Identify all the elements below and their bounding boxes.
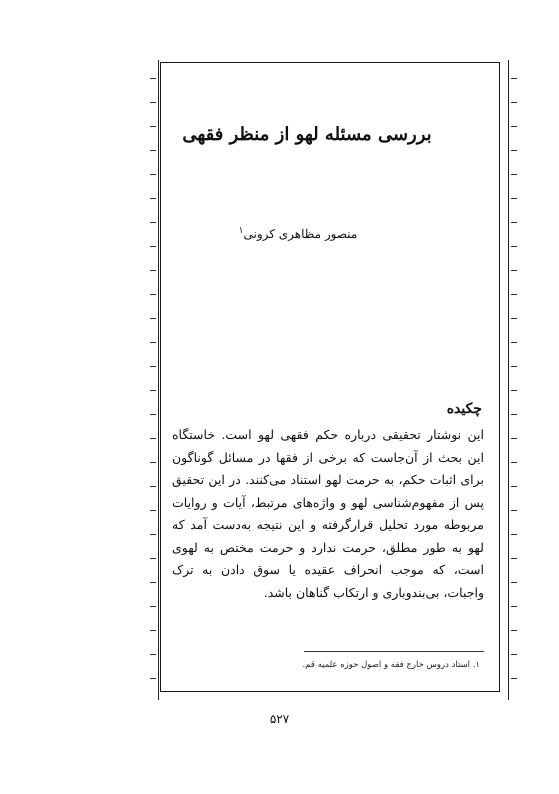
- margin-tick: [511, 126, 517, 127]
- margin-tick: [150, 654, 156, 655]
- margin-tick: [150, 102, 156, 103]
- margin-tick: [511, 174, 517, 175]
- margin-tick: [511, 246, 517, 247]
- margin-tick: [511, 606, 517, 607]
- margin-tick: [150, 366, 156, 367]
- margin-tick: [511, 78, 517, 79]
- margin-tick: [150, 438, 156, 439]
- margin-tick: [150, 606, 156, 607]
- author-line: [168, 226, 428, 241]
- margin-tick: [511, 198, 517, 199]
- margin-tick: [511, 654, 517, 655]
- margin-tick: [511, 414, 517, 415]
- margin-tick: [511, 390, 517, 391]
- margin-tick: [150, 510, 156, 511]
- margin-tick: [150, 582, 156, 583]
- margin-tick: [511, 150, 517, 151]
- margin-tick: [511, 342, 517, 343]
- margin-tick: [511, 102, 517, 103]
- margin-tick: [150, 486, 156, 487]
- margin-tick: [511, 438, 517, 439]
- margin-tick: [150, 390, 156, 391]
- margin-tick: [150, 126, 156, 127]
- abstract-body: این نوشتار تحقیقی درباره حکم فقهی لهو است. خاستگاه این بحث از آن‌جاست که برخی از فقها در مسائل گوناگون برای اثبات حکم، به حرمت لهو استناد می‌کنند. در این تحقیق پس از مفهوم‌شناسی لهو و واژه‌های مرتبط، آیات و روایات مربوطه مورد تحلیل قرارگرفته و این نتیجه به‌دست آمد که لهو به طور مطلق، حرمت ندارد و حرمت مختص به لهوی است، که موجب انحراف عقیده یا سوق دادن به ترک واجبات، بی‌بندوباری و ارتکاب گناهان باشد.: [172, 427, 484, 600]
- margin-tick: [150, 78, 156, 79]
- margin-tick: [511, 270, 517, 271]
- margin-tick: [511, 510, 517, 511]
- left-margin-rule: [146, 60, 159, 700]
- margin-tick: [511, 462, 517, 463]
- margin-tick: [511, 294, 517, 295]
- page-number: ۵۲۷: [269, 712, 290, 726]
- margin-tick: [150, 558, 156, 559]
- margin-tick: [150, 630, 156, 631]
- margin-tick: [150, 294, 156, 295]
- margin-tick: [150, 318, 156, 319]
- margin-tick: [150, 270, 156, 271]
- margin-tick: [150, 462, 156, 463]
- footnote: ۱. استاد دروس خارج فقه و اصول حوزه علمیه قم.: [302, 660, 480, 670]
- author-footnote-marker: ۱: [238, 226, 244, 236]
- margin-tick: [150, 150, 156, 151]
- abstract-heading: چکیده: [446, 401, 482, 417]
- margin-tick: [511, 558, 517, 559]
- margin-tick: [150, 342, 156, 343]
- margin-tick: [511, 222, 517, 223]
- margin-tick: [511, 582, 517, 583]
- margin-tick: [511, 486, 517, 487]
- margin-tick: [511, 318, 517, 319]
- margin-tick: [150, 222, 156, 223]
- margin-tick: [511, 366, 517, 367]
- margin-tick: [511, 534, 517, 535]
- footnote-divider: [304, 651, 484, 652]
- margin-tick: [150, 414, 156, 415]
- article-title: بررسی مسئله لهو از منظر فقهی: [182, 124, 432, 145]
- margin-tick: [511, 678, 517, 679]
- margin-tick: [150, 198, 156, 199]
- right-margin-rule: [508, 60, 521, 700]
- author-name: منصور مظاهری کرونی: [243, 227, 358, 241]
- margin-tick: [150, 678, 156, 679]
- margin-tick: [150, 534, 156, 535]
- margin-tick: [150, 174, 156, 175]
- margin-tick: [150, 246, 156, 247]
- margin-tick: [511, 630, 517, 631]
- page-content: [168, 62, 490, 692]
